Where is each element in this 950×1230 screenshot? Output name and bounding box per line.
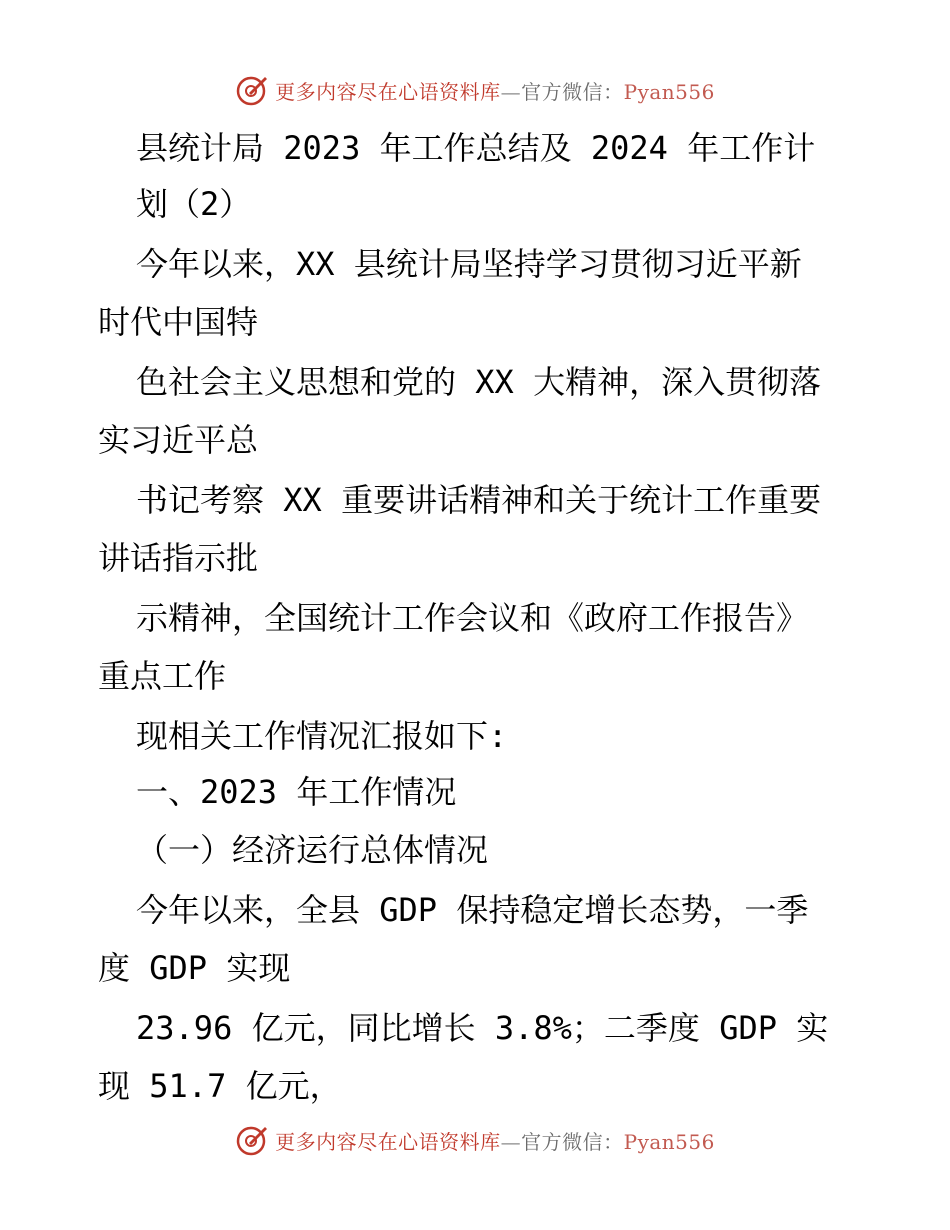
paragraph-line: 今年以来，XX 县统计局坚持学习贯彻习近平新 [136, 245, 802, 283]
paragraph-line: 书记考察 XX 重要讲话精神和关于统计工作重要 [136, 481, 822, 519]
site-name: 更多内容尽在心语资料库 [275, 79, 501, 104]
paragraph-line: 度 GDP 实现 [98, 949, 291, 987]
section-heading: 一、2023 年工作情况 [136, 773, 457, 811]
banner-dash: — [500, 79, 522, 104]
paragraph-line: 重点工作 [98, 657, 227, 695]
paragraph-line: 今年以来，全县 GDP 保持稳定增长态势，一季 [136, 891, 809, 929]
banner-text [275, 76, 715, 105]
official-label: 官方微信： [521, 1129, 624, 1154]
paragraph-line: 实习近平总 [98, 421, 259, 459]
doc-title-line-1: 县统计局 2023 年工作总结及 2024 年工作计 [136, 129, 816, 167]
site-name: 更多内容尽在心语资料库 [275, 1129, 501, 1154]
paragraph-line: 色社会主义思想和党的 XX 大精神，深入贯彻落 [136, 363, 822, 401]
banner-dash: — [500, 1129, 522, 1154]
paragraph-line: 23.96 亿元，同比增长 3.8%；二季度 GDP 实 [136, 1009, 829, 1047]
doc-title-line-2: 划（2） [136, 185, 252, 223]
official-label: 官方微信： [521, 79, 624, 104]
subsection-heading: （一）经济运行总体情况 [136, 831, 489, 869]
paragraph-line: 讲话指示批 [98, 539, 259, 577]
paragraph-line: 现相关工作情况汇报如下: [136, 717, 508, 755]
wechat-id: Pyan556 [623, 1129, 715, 1154]
wechat-id: Pyan556 [623, 79, 715, 104]
pen-circle-icon [235, 1123, 269, 1157]
header-banner [0, 72, 950, 108]
pen-circle-icon [235, 73, 269, 107]
banner-text [275, 1126, 715, 1155]
paragraph-line: 现 51.7 亿元， [98, 1067, 342, 1105]
footer-banner [0, 1122, 950, 1158]
paragraph-line: 示精神，全国统计工作会议和《政府工作报告》 [136, 599, 809, 637]
paragraph-line: 时代中国特 [98, 303, 259, 341]
